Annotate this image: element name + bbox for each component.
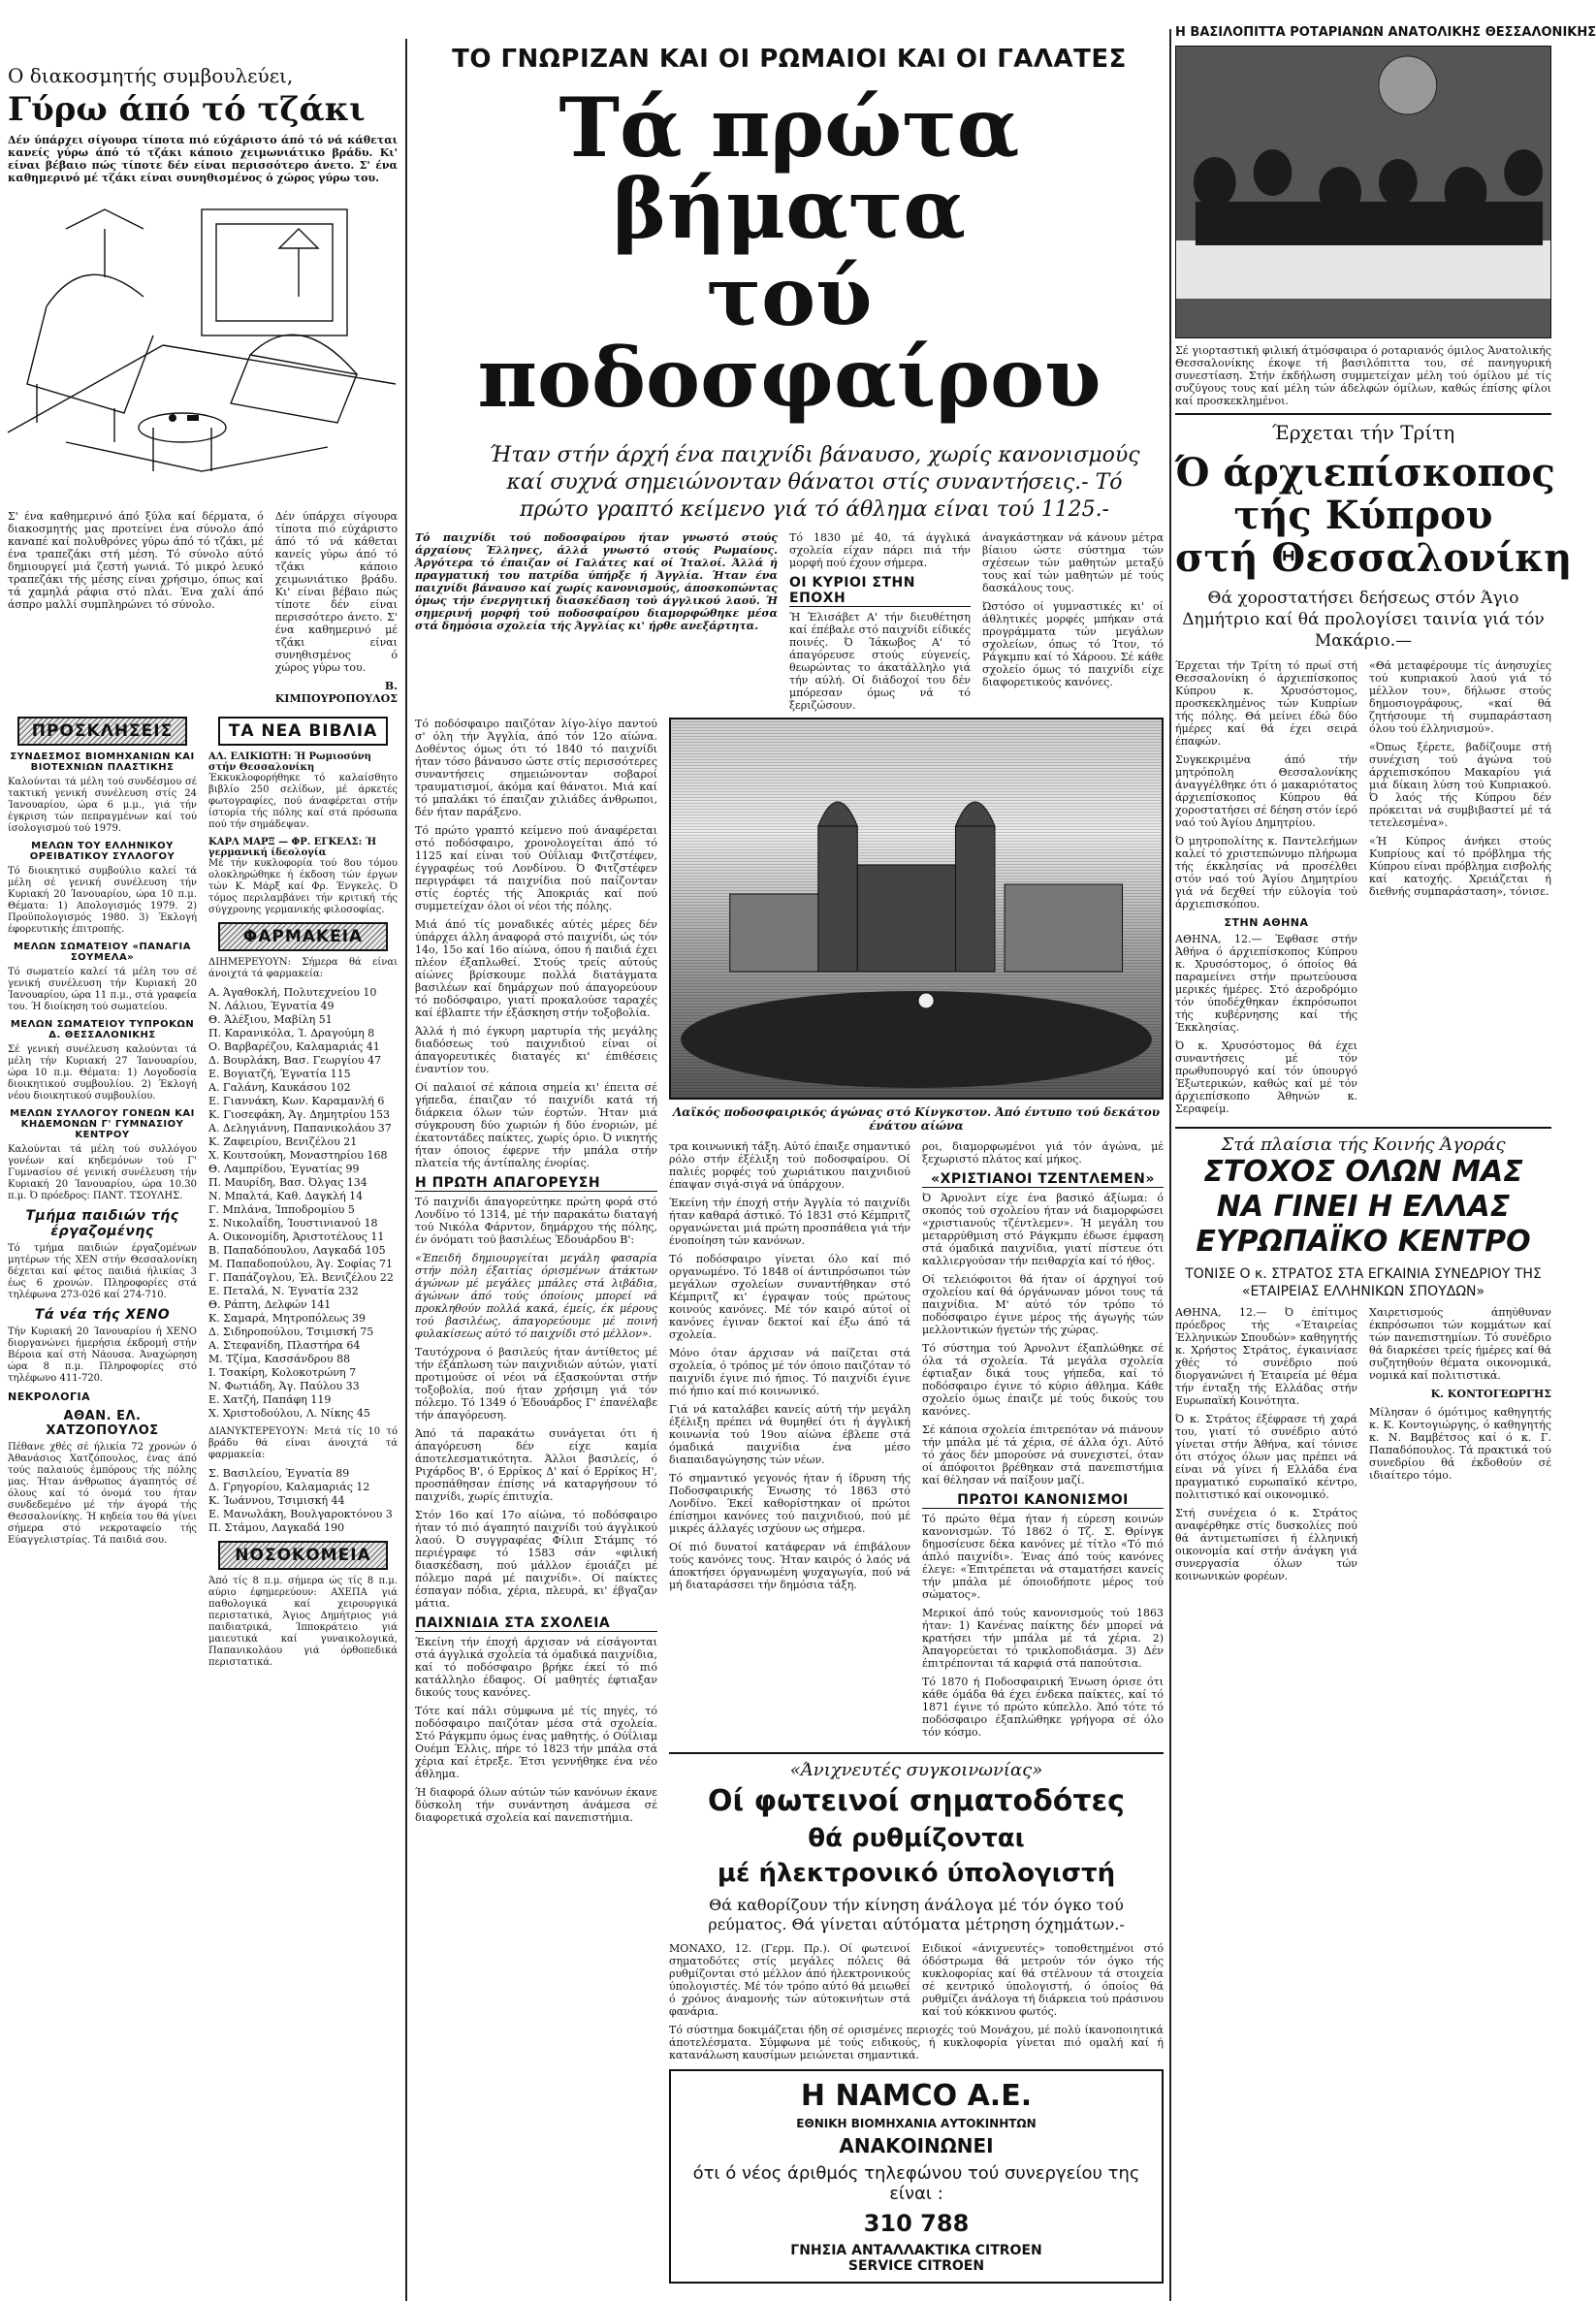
football-article [415, 0, 1164, 2301]
decor-kicker: Ο διακοσμητής συμβουλεύει, [8, 64, 294, 87]
list-item: Ν. Φωτιάδη, Άγ. Παύλου 33 [208, 1380, 360, 1392]
rotary-caption: Σέ γιορταστική φιλική άτμόσφαιρα ό ροταριανός όμιλος Άνατολικής Θεσσαλονίκης έκοψε τή βασιλόπιττα του, σέ πανηγυρική συνεστίαση. Στήν έκδήλωση συμμετείχαν μέλη τού όμίλου μέ τίς συζύγους τους καί μέλη τών άδελφών όμίλων, καθώς έπίσης φίλοι καί προσκεκλημένοι. [1175, 344, 1551, 407]
left-column [8, 0, 398, 2301]
archbishop-kicker: Έρχεται τήν Τρίτη [1271, 421, 1455, 444]
article-p5: Οί παλαιοί σέ κάποια σημεία κι' έπειτα σέ γήπεδα, έπαιζαν τό παιχνίδι κατά τή διάρκεια όλων τών έορτών. Ήταν μιά σύγκρουση δύο χωριών ή δύο ένοριών, μέ έκατοντάδες παίκτες, χωρίς όριο. Ό νικητής ήταν όποιος έφερνε τήν μπάλα στήν πλατεία τής άντίπαλης ένορίας. [415, 1081, 657, 1169]
lords-p2: Οί πιό δυνατοί κατάφεραν νά έπιβάλουν τούς κανόνες τους. Ήταν καιρός ό λαός νά άποκτήσει όργανωμένη ψυχαγωγία, πού νά μή διαταράσσει τήν δημόσια τάξη. [669, 1541, 910, 1591]
archbishop-headline-2: τής Κύπρου [1233, 493, 1493, 538]
ad-footer-1: ΓΝΗΣΙΑ ΑΝΤΑΛΛΑΚΤΙΚΑ CITROEN [790, 2243, 1042, 2258]
archbishop-p3: Ό μητροπολίτης κ. Παντελεήμων καλεί τό χριστεπώνυμο πλήρωμα τής έκκλησίας νά προσέλθει στόν ναό τού Άγίου Δημητρίου γιά νά δεχθεί τήν εύλογία τού άρχιεπισκόπου. [1175, 835, 1357, 911]
ban-p3: Ταυτόχρονα ό βασιλεύς ήταν άντίθετος μέ τήν έξάπλωση τών παιχνιδιών αύτών, γιατί προτιμούσε οί νέοι νά έξασκούνται στήν τοξοβολία, πού ήταν χρήσιμη γιά τόν πόλεμο. Τό 1349 ό Έδουάρδος Γ' έπανέλαβε τήν άπαγόρευση. [415, 1346, 657, 1422]
list-item: Ο. Βαρβαρέζου, Καλαμαριάς 41 [208, 1040, 380, 1053]
list-item: Α. Στεφανίδη, Πλαστήρα 64 [208, 1339, 361, 1352]
xen-text: Τήν Κυριακή 20 Ίανουαρίου ή ΧΕΝΟ διοργανώνει ήμερήσια έκδρομή στήν Βέροια καί στή Νάουσα. Άναχώρηση ώρα 8 π.μ. Πληροφορίες στό τηλέφωνο 411-720. [8, 1326, 197, 1384]
article-headline-line2: τού ποδοσφαίρου [477, 248, 1101, 426]
lights-p1: ΜΟΝΑΧΟ, 12. (Γερμ. Πρ.). Οί φωτεινοί σηματοδότες στίς μεγάλες πόλεις θά ρυθμίζονται στό μέλλον άπό ήλεκτρονικούς ύπολογιστές. Μέ τόν τρόπο αύτό θά μειωθεί ό χρόνος άναμονής τών αύτοκινήτων στά φανάρια. [669, 1942, 910, 2018]
lights-p3: Τό σύστημα δοκιμάζεται ήδη σέ ορισμένες περιοχές τού Μονάχου, μέ πολύ ίκανοποιητικά άποτελέσματα. Σύμφωνα μέ τούς ειδικούς, ή κυκλοφορία γίνεται πιό ομαλή καί ή κατανάλωση καυσίμων μειώνεται σημαντικά. [669, 2024, 1164, 2061]
ban-heading: Η ΠΡΩΤΗ ΑΠΑΓΟΡΕΥΣΗ [415, 1175, 657, 1192]
lights-headline-1: Οί φωτεινοί σηματοδότες [708, 1784, 1125, 1818]
list-item: Σ. Βασιλείου, Έγνατία 89 [208, 1467, 350, 1480]
pharmacies-heading: ΦΑΡΜΑΚΕΙΑ [218, 922, 388, 951]
list-item: Ε. Μανωλάκη, Βουλγαροκτόνου 3 [208, 1508, 393, 1520]
list-item: Σ. Νικολαΐδη, Ίουστινιανού 18 [208, 1217, 378, 1230]
decor-body: Σ' ένα καθημερινό άπό ξύλα καί δέρματα, ό διακοσμητής μας προτείνει ένα σύνολο άπό καναπέ καί πολυθρόνες γύρω άπό τό τζάκι, μέ ένα τραπεζάκι στή μέση. Τό σύνολο αύτό δημιουργεί μιά ζεστή γωνιά. Τό μικρό λευκό τραπεζάκι τής μέσης είναι χρήσιμο, όπως καί τά χαμηλά ράφια στό πλάι. Ένα χαλί άπό άσπρο μαλλί συμπληρώνει τό σύνολο. [8, 510, 264, 611]
schools-p1: άναγκάστηκαν νά κάνουν μέτρα βίαιου ώστε σύστημα τών σχέσεων τών μαθητών μεταξύ τους καί τών μαθητών μέ τούς δασκάλους τους. [982, 531, 1164, 594]
mid-p2: Έκείνη τήν έποχή στήν Άγγλία τό παιχνίδι ήταν καθαρά άστικό. Τό 1831 στό Κέμπριτζ οργανώνεται μιά πρώτη προσπάθεια γιά τήν ένοποίηση τών κανόνων. [669, 1197, 910, 1247]
list-item: Δ. Γρηγορίου, Καλαμαριάς 12 [208, 1481, 370, 1493]
xen-heading: Τά νέα τής ΧΕΝΟ [34, 1307, 171, 1323]
list-item: Π. Καρανικόλα, Ί. Δραγούμη 8 [208, 1027, 375, 1039]
eec-headline-1: ΣΤΟΧΟΣ ΟΛΩΝ ΜΑΣ [1203, 1155, 1523, 1189]
list-item: Χ. Κουτσούκη, Μοναστηρίου 168 [208, 1149, 388, 1162]
lights-subhead: Θά καθορίζουν τήν κίνηση άνάλογα μέ τόν όγκο τού ρεύματος. Θά γίνεται αύτόματα μέτρηση όχημάτων.- [708, 1896, 1125, 1933]
archbishop-p5: Ό κ. Χρυσόστομος θά έχει συναντήσεις μέ τόν πρωθυπουργό καί τόν ύπουργό Έξωτερικών, καθώς καί μέ τόν άρχιεπίσκοπο Άθηνών κ. Σεραφείμ. [1175, 1039, 1357, 1115]
school-games-p1: Έκείνη τήν έποχή άρχισαν νά είσάγονται στά άγγλικά σχολεία τά όμαδικά παιχνίδια, καί τό ποδόσφαιρο βρήκε έκεί τό πιό κατάλληλο έδαφος. Οί μαθητές έφτιαξαν δικούς τους κανόνες. [415, 1636, 657, 1699]
football-engraving [669, 718, 1164, 1100]
article-kicker: ΤΟ ΓΝΩΡΙΖΑΝ ΚΑΙ ΟΙ ΡΩΜΑΙΟΙ ΚΑΙ ΟΙ ΓΑΛΑΤΕΣ [452, 45, 1127, 74]
archbishop-p6: «Θά μεταφέρουμε τίς άνησυχίες τού κυπριακού λαού γιά τό μέλλον του», δήλωσε στούς δημοσιογράφους, «καί θά ζητήσουμε τή συμπαράσταση όλου τού έλληνισμού». [1369, 659, 1551, 735]
list-item: Π. Μαυρίδη, Βασ. Όλγας 134 [208, 1176, 367, 1189]
list-item: Ε. Πεταλά, Ν. Έγνατία 232 [208, 1285, 359, 1297]
gentlemen-p2: Οί τελειόφοιτοι θά ήταν οί άρχηγοί τού σχολείου καί θά όργάνωναν μόνοι τους τά παιχνίδια. Μ' αύτό τόν τρόπο τό ποδόσφαιρο έγινε μέρος τής άγωγής τών μελλοντικών ήγετών τής χώρας. [922, 1273, 1164, 1336]
list-item: Κ. Γιοσεφάκη, Άγ. Δημητρίου 153 [208, 1108, 391, 1121]
rules-p3: Τό 1870 ή Ποδοσφαιρική Ένωση όρισε ότι κάθε όμάδα θά έχει ένδεκα παίκτες, καί τό 1871 έγινε τό πρώτο κύπελλο. Άπό τότε τό ποδόσφαιρο έξαπλώθηκε γρήγορα σέ όλο τόν κόσμο. [922, 1676, 1164, 1739]
eec-headline-2: ΝΑ ΓΙΝΕΙ Η ΕΛΛΑΣ [1216, 1190, 1511, 1224]
school-games-heading: ΠΑΙΧΝΙΔΙΑ ΣΤΑ ΣΧΟΛΕΙΑ [415, 1615, 657, 1632]
eec-p2: Ό κ. Στράτος έξέφρασε τή χαρά του, γιατί τό συνέδριο αύτό γίνεται στήν Άθήνα, καί τόνισε ότι στόχος όλων μας πρέπει νά είναι νά γίνει ή Ελλάδα ένα πραγματικό ευρωπαϊκό κέντρο, πολιτιστικό καί οικονομικό. [1175, 1413, 1357, 1501]
pharmacy-night-list [208, 1467, 398, 1535]
list-item: Κ. Ζαφειρίου, Βενιζέλου 21 [208, 1135, 358, 1148]
obituary-heading: ΝΕΚΡΟΛΟΓΙΑ [8, 1390, 91, 1403]
eec-p4: Χαιρετισμούς άπηύθυναν έκπρόσωποι τών κομμάτων καί τών πανεπιστημίων. Τό συνέδριο θά διαρκέσει τρείς ήμέρες καί θά συζητηθούν θέματα οικονομικά, νομικά καί πολιτιστικά. [1369, 1306, 1551, 1382]
rules-p2: Μερικοί άπό τούς κανονισμούς τού 1863 ήταν: 1) Κανένας παίκτης δέν μπορεί νά κρατήσει τήν μπάλα μέ τά χέρια. 2) Άπαγορεύεται τό τρικλοποδιάσμα. 3) Δέν έπιτρέπονται τά καρφιά στά παπούτσια. [922, 1607, 1164, 1670]
list-item: Θ. Ράπτη, Δελφών 141 [208, 1298, 332, 1311]
mid-p1: τρα κοινωνική τάξη. Αύτό έπαιξε σημαντικό ρόλο στήν έξέλιξη τού ποδοσφαίρου. Οί παλιές μορφές τού χωριάτικου παιχνιδιού έπαψαν σιγά-σιγά νά ύπάρχουν. [669, 1140, 910, 1191]
list-item: Δ. Σιδηροπούλου, Τσιμισκή 75 [208, 1326, 374, 1338]
traffic-lights-article [669, 1752, 1164, 2061]
article-p1: Τό ποδόσφαιρο παιζόταν λίγο-λίγο παντού σ' όλη τήν Άγγλία, άπό τόν 12ο αίώνα. Δοθέντος όμως ότι τό 1840 τό παιχνίδι ήταν τόσο βάναυσο ώστε στίς περισσότερες συναντήσεις σημειώνονταν σοβαροί τραυματισμοί, άκόμα καί θάνατοι. Μιά καί τό μπαλάκι τό έπαιζαν χιλιάδες άνθρωποι, δέν ήταν παράξενο. [415, 718, 657, 818]
gentlemen-p3: Τό σύστημα τού Άρνολντ έξαπλώθηκε σέ όλα τά σχολεία. Τά μεγάλα σχολεία έφτιαξαν δικά τους γήπεδα, καί τό ποδόσφαιρο έγινε τό κύριο άθλημα. Κάθε σχολείο όμως έπαιζε μέ τούς δικούς του κανόνες. [922, 1342, 1164, 1418]
namco-advertisement [669, 2069, 1164, 2284]
ban-p4: Άπό τά παρακάτω συνάγεται ότι ή άπαγόρευση δέν είχε καμία άποτελεσματικότητα. Άλλοι βασιλείς, ό Ριχάρδος Β', ό Ερρίκος Δ' καί ό Ερρίκος Η', προσπάθησαν έπίσης νά καταργήσουν τό παιχνίδι, χωρίς έπιτυχία. [415, 1427, 657, 1503]
hospitals-heading: ΝΟΣΟΚΟΜΕΙΑ [218, 1541, 388, 1570]
lights-headline-3: μέ ήλεκτρονικό ύπολογιστή [717, 1859, 1116, 1888]
obituary-name: ΑΘΑΝ. ΕΛ. ΧΑΤΖΟΠΟΥΛΟΣ [46, 1409, 159, 1438]
eec-p3: Στή συνέχεια ό κ. Στράτος αναφέρθηκε στίς δυσκολίες πού θά άντιμετωπίσει ή έλληνική οικονομία καί στήν άνάγκη γιά συνεργασία όλων τών κοινωνικών φορέων. [1175, 1507, 1357, 1582]
living-room-drawing [8, 190, 396, 500]
lights-headline-2: θά ρυθμίζονται [808, 1824, 1025, 1853]
list-item: Π. Στάμου, Λαγκαδά 190 [208, 1521, 345, 1534]
article-p3: Μιά άπό τίς μοναδικές αύτές μέρες δέν ύπάρχει άλλη άναφορά στό παιχνίδι, ώς τόν 14ο, 15ο καί 16ο αίώνα, όπου ή παιδιά έχει πλέον έξαπλωθεί. Στούς τρείς αύτούς αίώνες βρίσκουμε πολλά διατάγματα βασιλέων καί δημάρχων πού άπαγορεύουν τό ποδόσφαιρο, γιατί προκαλούσε ταραχές καί έβλαπτε τήν έξάσκηση στήν τοξοβολία. [415, 918, 657, 1019]
archbishop-p1: Έρχεται τήν Τρίτη τό πρωί στή Θεσσαλονίκη ό άρχιεπίσκοπος Κύπρου κ. Χρυσόστομος, προσκεκλημένος τών Κυπρίων τής πόλης. Θά μείνει έδώ δύο ήμέρες καί θά έχει σειρά έπαφών. [1175, 659, 1357, 748]
eec-headline-3: ΕΥΡΩΠΑΪΚΟ ΚΕΝΤΡΟ [1196, 1225, 1531, 1259]
list-item: Ε. Γιαννάκη, Κων. Καραμανλή 6 [208, 1095, 385, 1107]
rotary-photo-title: Η ΒΑΣΙΛΟΠΙΤΤΑ ΡΟΤΑΡΙΑΝΩΝ ΑΝΑΤΟΛΙΚΗΣ ΘΕΣΣΑΛΟΝΙΚΗΣ [1175, 25, 1596, 40]
mid-p5: Γιά νά καταλάβει κανείς αύτή τήν μεγάλη έξέλιξη πρέπει νά θυμηθεί ότι ή άγγλική κοινωνία τού 19ου αίώνα έβλεπε στά όμαδικά παιχνίδια ένα μέσο διαπαιδαγώγησης τών νέων. [669, 1403, 910, 1466]
invite-item: ΜΕΛΩΝ ΣΩΜΑΤΕΙΟΥ ΤΥΠΡΟΚΩΝ Δ. ΘΕΣΣΑΛΟΝΙΚΗΣ Σέ γενική συνέλευση καλούνται τά μέλη τήν Κυριακή 27 Ίανουαρίου, ώρα 10 π.μ. Θέματα: 1) Λογοδοσία διοικητικού συμβουλίου. 2) Έκλογή νέου διοικητικού συμβουλίου. [8, 1019, 197, 1102]
jobs-heading: Τμήμα παιδιών τής έργαζομένης [25, 1208, 179, 1239]
article-headline-line1: Τά πρώτα βήματα [559, 80, 1020, 257]
school-games-p3: Ή διαφορά όλων αύτών τών κανόνων έκανε δύσκολη τήν συνάντηση άνάμεσα σέ διαφορετικά σχολεία καί πανεπιστήμια. [415, 1786, 657, 1824]
list-item: Α. Γαλάνη, Καυκάσου 102 [208, 1081, 351, 1094]
list-item: Β. Παπαδόπουλου, Λαγκαδά 105 [208, 1244, 386, 1257]
rules-heading: ΠΡΩΤΟΙ ΚΑΝΟΝΙΣΜΟΙ [922, 1492, 1164, 1509]
ban-p5: Στόν 16ο καί 17ο αίώνα, τό ποδόσφαιρο ήταν τό πιό άγαπητό παιχνίδι τού άγγλικού λαού. Ό συγγραφέας Φίλιπ Στάμπς τό περιέγραφε τό 1583 σάν «φιλική διασκέδαση, πού μάλλον έμοιάζει μέ πόλεμο παρά μέ παιχνίδι». Οί παίκτες έσπαγαν πόδια, χέρια, πλευρά, κι' έβγαζαν μάτια. [415, 1509, 657, 1610]
archbishop-p8: «Ή Κύπρος άνήκει στούς Κυπρίους καί τό πρόβλημα τής Κύπρου είναι πρόβλημα εισβολής καί κατοχής. Χρειάζεται ή διεθνής συμπαράσταση», τόνισε. [1369, 835, 1551, 898]
invite-item: ΣΥΝΔΕΣΜΟΣ ΒΙΟΜΗΧΑΝΙΩΝ ΚΑΙ ΒΙΟΤΕΧΝΙΩΝ ΠΛΑΣΤΙΚΗΣ Καλούνται τά μέλη τού συνδέσμου σέ τακτική γενική συνέλευση στίς 24 Ίανουαρίου, ώρα 6 μ.μ., γιά τήν έγκριση τών πεπραγμένων καί τού ίσολογισμού τού 1979. [8, 751, 197, 834]
obituary-text: Πέθανε χθές σέ ήλικία 72 χρονών ό Άθανάσιος Χατζόπουλος, ένας άπό τούς παλαιούς έμπόρους τής πόλης μας. Ήταν άνθρωπος άγαπητός σέ όλους καί τό όνομά του ήταν συνδεδεμένο μέ τήν άγορά τής Θεσσαλονίκης. Ή κηδεία του θά γίνει σήμερα στό νεκροταφείο τής Εύαγγελιστρίας. Τά παιδιά σου. [8, 1442, 197, 1546]
ban-p2: «Έπειδή δημιουργείται μεγάλη φασαρία στήν πόλη έξαιτίας όρισμένων άτάκτων άγώνων μέ μεγάλες μπάλες στά λιβάδια, άγώνων άπό τούς όποίους μπορεί νά προκληθούν πολλά κακά, έμείς, έκ μέρους τού βασιλέως, άπαγορεύουμε μέ ποινή φυλακίσεως αύτό τό παιχνίδι στό μέλλον». [415, 1252, 657, 1340]
invite-item: ΜΕΛΩΝ ΣΩΜΑΤΕΙΟΥ «ΠΑΝΑΓΙΑ ΣΟΥΜΕΛΑ» Τό σωματείο καλεί τά μέλη του σέ γενική συνέλευση τήν Κυριακή 20 Ίανουαρίου, ώρα 11 π.μ., στά γραφεία του. Ή διοίκηση τού σωματείου. [8, 942, 197, 1012]
pharmacies-night-intro: ΔΙΑΝΥΚΤΕΡΕΥΟΥΝ: Μετά τίς 10 τό βράδυ θά είναι άνοιχτά τά φαρμακεία: [208, 1426, 398, 1460]
rotary-photo [1175, 46, 1551, 338]
right-p1: ροι, διαμορφωμένοι γιά τόν άγώνα, μέ ξεχωριστό πλάτος καί μήκος. [922, 1140, 1164, 1166]
books-heading: ΤΑ ΝΕΑ ΒΙΒΛΙΑ [218, 717, 388, 746]
list-item: Θ. Λαμπρίδου, Έγνατίας 99 [208, 1163, 360, 1175]
lights-kicker: «Άνιχνευτές συγκοινωνίας» [789, 1760, 1043, 1780]
pharmacy-list [208, 986, 398, 1421]
schools-p2: Ώστόσο οί γυμναστικές κι' οί άθλητικές μορφές μπήκαν στά προγράμματα τών μεγάλων σχολείων, όπως τό Ίτον, τό Ράγκμπυ καί τό Χάροου. Σέ κάθε σχολείο όμως τό παιχνίδι είχε διαφορετικούς κανόνες. [982, 600, 1164, 688]
ad-company: Η NAMCO Α.Ε. [800, 2079, 1033, 2113]
archbishop-headline-1: Ό άρχιεπίσκοπος [1175, 450, 1555, 495]
hospitals-text: Άπό τίς 8 π.μ. σήμερα ώς τίς 8 π.μ. αύριο έφημερεύουν: ΑΧΕΠΑ γιά παθολογικά καί χειρουργικά περιστατικά, Άγιος Δημήτριος γιά παιδιατρικά, Ίπποκράτειο γιά μαιευτικά καί γυναικολογικά, Παπανικολάου γιά όρθοπεδικά περιστατικά. [208, 1576, 398, 1668]
article-subhead: Ήταν στήν άρχή ένα παιχνίδι βάναυσο, χωρίς κανονισμούς καί συχνά σημειώνονταν θάνατοι στίς συναντήσεις.- Τό πρώτο γραπτό κείμενο γιά τό άθλημα είναι τού 1125.- [489, 443, 1140, 522]
decor-body-cont: Δέν ύπάρχει σίγουρα τίποτα πιό εύχάριστο άπό τό νά κάθεται κανείς γύρω άπό τό τζάκι κάποιο χειμωνιάτικο βράδυ. Κι' είναι βέβαιο πώς τίποτε δέν είναι περισσότερο άνετο. Σ' ένα καθημερινό μέ τζάκι είναι συνηθισμένος ό χώρος γύρω του. [274, 510, 398, 674]
list-item: Θ. Άλέξιου, Μαβίλη 51 [208, 1013, 333, 1026]
book-item: ΚΑΡΛ ΜΑΡΞ — ΦΡ. ΕΓΚΕΛΣ: Ή γερμανική ίδεολογία Μέ τήν κυκλοφορία τού 8ου τόμου ολοκληρώθηκε ή έκδοση τών έργων τών Κ. Μάρξ καί Φρ. Ένγκελς. Ό τόμος περιλαμβάνει τήν κριτική τής σύγχρονης γερμανικής φιλοσοφίας. [208, 837, 398, 915]
invite-item: ΜΕΛΩΝ ΤΟΥ ΕΛΛΗΝΙΚΟΥ ΟΡΕΙΒΑΤΙΚΟΥ ΣΥΛΛΟΓΟΥ Τό διοικητικό συμβούλιο καλεί τά μέλη σέ γενική συνέλευση τήν Κυριακή 20 Ίανουαρίου, ώρα 10 π.μ. Θέματα: 1) Απολογισμός 1979. 2) Προϋπολογισμός 1980. 3) Έκλογή έφορευτικής έπιτροπής. [8, 841, 197, 935]
eec-subhead: ΤΟΝΙΣΕ Ο κ. ΣΤΡΑΤΟΣ ΣΤΑ ΕΓΚΑΙΝΙΑ ΣΥΝΕΔΡΙΟΥ ΤΗΣ «ΕΤΑΙΡΕΙΑΣ ΕΛΛΗΝΙΚΩΝ ΣΠΟΥΔΩΝ» [1185, 1266, 1542, 1299]
eec-p5: Μίλησαν ό όμότιμος καθηγητής κ. Κ. Κοντογιώργης, ό καθηγητής κ. Ν. Βαμβέτσος καί ό κ. Γ. Παπαδόπουλος. Τά πρακτικά τού συνεδρίου θά έκδοθούν σέ ιδιαίτερο τόμο. [1369, 1406, 1551, 1482]
ad-footer-2: SERVICE CITROEN [847, 2258, 985, 2274]
decor-intro: Δέν ύπάρχει σίγουρα τίποτα πιό εύχάριστο άπό τό νά κάθεται κανείς γύρω άπό τό τζάκι κάποιο χειμωνιάτικο βράδυ. Κι' είναι βέβαιο πώς τίποτε δέν είναι περισσότερο άνετο. Σ' ένα καθημερινό μέ τζάκι είναι συνηθισμένος ό χώρος γύρω του. [8, 134, 398, 184]
lights-p2: Ειδικοί «άνιχνευτές» τοποθετημένοι στό όδόστρωμα θά μετρούν τόν όγκο τής κυκλοφορίας καί θά στέλνουν τά στοιχεία σέ κεντρικό ύπολογιστή, ό όποίος θά ρυθμίζει άνάλογα τή διάρκεια τού πράσινου καί τού κόκκινου φωτός. [922, 1942, 1164, 2018]
list-item: Α. Δεληγιάννη, Παπανικολάου 37 [208, 1122, 392, 1135]
mid-p6: Τό σημαντικό γεγονός ήταν ή ίδρυση τής Ποδοσφαιρικής Ένωσης τό 1863 στό Λονδίνο. Έκεί καθορίστηκαν οί πρώτοι έπίσημοι κανόνες τού παιχνιδιού, πού μέ μικρές άλλαγές ισχύουν ως σήμερα. [669, 1472, 910, 1535]
decor-headline: Γύρω άπό τό τζάκι [8, 90, 366, 129]
jobs-text: Τό τμήμα παιδιών έργαζομένων μητέρων τής ΧΕΝ στήν Θεσσαλονίκη δέχεται καί φέτος παιδιά ήλικίας 3 έως 6 χρονών. Πληροφορίες στά τηλέφωνα 273-026 καί 274-710. [8, 1243, 197, 1300]
list-item: Ε. Βογιατζή, Έγνατία 115 [208, 1068, 351, 1080]
lords-p1: Ή Έλισάβετ Α' τήν διευθέτηση καί έπέβαλε στό παιχνίδι είδικές ποινές. Ό Ίάκωβος Α' τό άπαγόρευσε στούς εύγενείς, θεωρώντας το άκατάλληλο γιά τήν αύλή. Οί διάδοχοί του δέν μπόρεσαν όμως νά τό ξεριζώσουν. [789, 611, 971, 712]
archbishop-headline-3: στή Θεσσαλονίκη [1175, 535, 1573, 581]
list-item: Ν. Λάλιου, Έγνατία 49 [208, 1000, 335, 1012]
archbishop-p7: «Όπως ξέρετε, βαδίζουμε στή συνέχιση τού άγώνα τού άρχιεπισκόπου Μακαρίου γιά μιά δίκαιη λύση τού Κυπριακού. Ό λαός τής Κύπρου δέν πρόκειται νά συμβιβαστεί μέ τά τετελεσμένα». [1369, 741, 1551, 829]
list-item: Γ. Μπλάνα, Ίπποδρομίου 5 [208, 1203, 355, 1216]
article-mid-p7: Τό 1830 μέ 40, τά άγγλικά σχολεία είχαν πάρει πιά τήν μορφή πού έχουν σήμερα. [789, 531, 971, 569]
ad-subtitle: ΕΘΝΙΚΗ ΒΙΟΜΗΧΑΝΙΑ ΑΥΤΟΚΙΝΗΤΩΝ [796, 2117, 1037, 2130]
eec-kicker: Στά πλαίσια τής Κοινής Άγοράς [1221, 1135, 1506, 1155]
invites-column [8, 711, 197, 1675]
decor-signature: Β. ΚΙΜΠΟΥΡΟΠΟΥΛΟΣ [274, 680, 399, 705]
mid-p3: Τό ποδόσφαιρο γίνεται όλο καί πιό οργανωμένο. Τό 1848 οί άντιπρόσωποι τών μεγάλων σχολείων συναντήθηκαν στό Κέμπριτζ κι' έγραψαν τούς πρώτους κοινούς κανόνες. Μέ τόν καιρό αύτοί οί κανόνες έγιναν δεκτοί καί έξω άπό τά σχολεία. [669, 1253, 910, 1341]
eec-p1: ΑΘΗΝΑ, 12.— Ό έπίτιμος πρόεδρος τής «Έταιρείας Έλληνικών Σπουδών» καθηγητής κ. Χρήστος Στράτος, έγκαινίασε χθές τό συνέδριο πού διοργανώνει ή Έταιρεία μέ θέμα τήν ένταξη τής Ελλάδας στήν Ευρωπαϊκή Κοινότητα. [1175, 1306, 1357, 1407]
article-p4: Άλλά ή πιό έγκυρη μαρτυρία τής μεγάλης διαδόσεως τού παιχνιδιού είναι οί άπαγορευτικές διαταγές κι' έπιθέσεις έναντίον του. [415, 1025, 657, 1075]
article-p2: Τό πρώτο γραπτό κείμενο πού άναφέρεται στό ποδόσφαιρο, χρονολογείται άπό τό 1125 καί είναι τού Ούΐλιαμ Φιτζστέφεν, έγγραφέως τού Λονδίνου. Ό Φιτζστέφεν περιγράφει τά παιχνίδια πού παίζονταν στίς έορτές τής Άποκριάς καί πού συμμετείχαν όλοι οί νέοι τής πόλης. [415, 824, 657, 912]
right-column [1175, 0, 1596, 2301]
archbishop-city: ΣΤΗΝ ΑΘΗΝΑ [1224, 916, 1309, 929]
list-item: Μ. Τζίμα, Κασσάνδρου 88 [208, 1353, 351, 1365]
ad-phone: 310 788 [863, 2210, 970, 2237]
list-item: Δ. Βουρλάκη, Βασ. Γεωργίου 47 [208, 1054, 382, 1067]
column-divider [1169, 29, 1171, 2301]
column-divider [405, 39, 407, 2301]
invites-heading: ΠΡΟΣΚΛΗΣΕΙΣ [17, 717, 187, 746]
lords-heading: ΟΙ ΚΥΡΙΟΙ ΣΤΗΝ ΕΠΟΧΗ [789, 575, 971, 607]
list-item: Χ. Χριστοδούλου, Λ. Νίκης 45 [208, 1407, 370, 1420]
ad-announce: ΑΝΑΚΟΙΝΩΝΕΙ [839, 2134, 994, 2157]
school-games-p2: Τότε καί πάλι σύμφωνα μέ τίς πηγές, τό ποδόσφαιρο παιζόταν μέσα στά σχολεία. Στό Ράγκμπυ όμως ένας μαθητής, ό Ούΐλιαμ Ουέμπ Έλλις, πήρε τό 1823 τήν μπάλα στά χέρια καί έτρεξε. Έτσι γεννήθηκε ένα νέο άθλημα. [415, 1705, 657, 1780]
list-item: Μ. Παπαδοπούλου, Άγ. Σοφίας 71 [208, 1258, 394, 1270]
pharmacies-intro: ΔΙΗΜΕΡΕΥΟΥΝ: Σήμερα θά είναι άνοιχτά τά φαρμακεία: [208, 957, 398, 979]
list-item: Α. Άγαθοκλή, Πολυτεχνείου 10 [208, 986, 377, 999]
list-item: Ε. Χατζή, Παπάφη 119 [208, 1393, 332, 1406]
archbishop-p2: Συγκεκριμένα άπό τήν μητρόπολη Θεσσαλονίκης άναγγέλθηκε ότι ό μακαριότατος άρχιεπίσκοπος Κύπρου θά χοροστατήσει σέ δέηση στόν ίερό ναό τού Άγίου Δημητρίου. [1175, 753, 1357, 829]
list-item: Γ. Παπάζογλου, Έλ. Βενιζέλου 22 [208, 1271, 394, 1284]
archbishop-p4: ΑΘΗΝΑ, 12.— Έφθασε στήν Άθήνα ό άρχιεπίσκοπος Κύπρου κ. Χρυσόστομος, ό όποίος θά παραμείνει στήν πρωτεύουσα μερικές ήμέρες. Στό άεροδρόμιο τόν ύποδέχθηκαν έκπρόσωποι τής κυβέρνησης καί τής Έκκλησίας. [1175, 933, 1357, 1034]
gentlemen-p4: Σέ κάποια σχολεία έπιτρεπόταν νά πιάνουν τήν μπάλα μέ τά χέρια, σέ άλλα όχι. Αύτό τό χάος δέν μπορούσε νά συνεχιστεί, όταν οί άπόφοιτοι βρέθηκαν στά πανεπιστήμια καί θέλησαν νά παίξουν μαζί. [922, 1423, 1164, 1486]
ad-text: ότι ό νέος άριθμός τηλεφώνου τού συνεργείου της είναι : [692, 2163, 1140, 2204]
list-item: Κ. Σαμαρά, Μητροπόλεως 39 [208, 1312, 367, 1325]
list-item: Κ. Ίωάννου, Τσιμισκή 44 [208, 1494, 345, 1507]
church-crowd-illustration [671, 719, 1162, 1098]
listings-column [208, 711, 398, 1675]
mid-p4: Μόνο όταν άρχισαν νά παίζεται στά σχολεία, ό τρόπος μέ τόν όποιο παιζόταν τό παιχνίδι έγινε πιό ήπιος. Τό παιχνίδι έγινε πιό ήπιο καί πιό κοινωνικό. [669, 1347, 910, 1397]
article-lead: Τό παιχνίδι τού ποδοσφαίρου ήταν γνωστό στούς άρχαίους Έλληνες, άλλά γνωστό στούς Ρωμαίους. Άργότερα τό έπαιζαν οί Γαλάτες καί οί Ίταλοί. Άλλά ή πραγματική του πατρίδα ύπήρξε ή Άγγλία. Ήταν ένα παιχνίδι βάναυσο καί χωρίς κανονισμούς, άποσκοπώντας όμως τήν ένεργητική διασκέδαση τού άγγλικού λαού. Ή σημερινή μορφή τού ποδοσφαίρου διαμορφώθηκε μέσα στά δημόσια σχολεία τής Άγγλίας κι' ήρθε ανεξάρτητα. [415, 531, 778, 632]
ban-p1: Τό παιχνίδι άπαγορεύτηκε πρώτη φορά στό Λονδίνο τό 1314, μέ τήν παρακάτω διαταγή τού Νικόλα Φάρντον, δημάρχου τής πόλης, έν όνόματι τού βασιλέως Έδουάρδου Β': [415, 1196, 657, 1246]
invite-item: ΜΕΛΩΝ ΣΥΛΛΟΓΟΥ ΓΟΝΕΩΝ ΚΑΙ ΚΗΔΕΜΟΝΩΝ Γ' ΓΥΜΝΑΣΙΟΥ ΚΕΝΤΡΟΥ Καλούνται τά μέλη τού συλλόγου γονέων καί κηδεμόνων τού Γ' Γυμνασίου σέ γενική συνέλευση τήν Κυριακή 20 Ίανουαρίου, ώρα 10.30 π.μ. Ό πρόεδρος: ΠΑΝΤ. ΤΣΟΥΛΗΣ. [8, 1108, 197, 1201]
archbishop-subhead: Θά χοροστατήσει δεήσεως στόν Άγιο Δημήτριο καί θά προλογίσει ταινία γιά τόν Μακάριο.— [1182, 589, 1545, 651]
rules-p1: Τό πρώτο θέμα ήταν ή εύρεση κοινών κανονισμών. Τό 1862 ό Τζ. Σ. Θρίνγκ δημοσίευσε δέκα κανόνες μέ τίτλο «Τό πιό άπλό παιχνίδι». Ένας άπό τούς κανόνες έλεγε: «Έπιτρέπεται νά σταματήσει κανείς τήν μπάλα μέ όποιοδήποτε μέρος τού σώματος». [922, 1513, 1164, 1601]
dinner-gathering-image [1176, 47, 1550, 337]
gentlemen-heading: «ΧΡΙΣΤΙΑΝΟΙ ΤΖΕΝΤΛΕΜΕΝ» [922, 1171, 1164, 1188]
book-item: ΑΛ. ΕΛΙΚΙΩΤΗ: Ή Ρωμιοσύνη στήν Θεσσαλονίκη Έκκυκλοφορήθηκε τό καλαίσθητο βιβλίο 250 σελίδων, μέ άρκετές φωτογραφίες, πού άναφέρεται στήν ίστορία τής πόλης καί στά πρόσωπα πού τήν σημάδεψαν. [208, 751, 398, 830]
list-item: Α. Οικονομίδη, Άριστοτέλους 11 [208, 1230, 385, 1243]
list-item: Ι. Τσακίρη, Κολοκοτρώνη 7 [208, 1366, 357, 1379]
list-item: Ν. Μπαλτά, Καθ. Δαγκλή 14 [208, 1190, 364, 1202]
eec-signature: Κ. ΚΟΝΤΟΓΕΩΡΓΗΣ [1430, 1388, 1551, 1400]
engraving-caption: Λαϊκός ποδοσφαιρικός άγώνας στό Κίνγκστον. Άπό έντυπο τού δεκάτου ένάτου αίώνα [672, 1105, 1161, 1133]
gentlemen-p1: Ό Άρνολντ είχε ένα βασικό άξίωμα: ό σκοπός τού σχολείου ήταν νά διαμορφώσει «χριστιανούς τζέντλεμεν». Ή μεγάλη του μεταρρύθμιση στό Ράγκμπυ έδωσε έμφαση στά όμαδικά παιχνίδια, γιατί πίστευε ότι καλλιεργούσαν τήν πειθαρχία καί τό ήθος. [922, 1192, 1164, 1267]
